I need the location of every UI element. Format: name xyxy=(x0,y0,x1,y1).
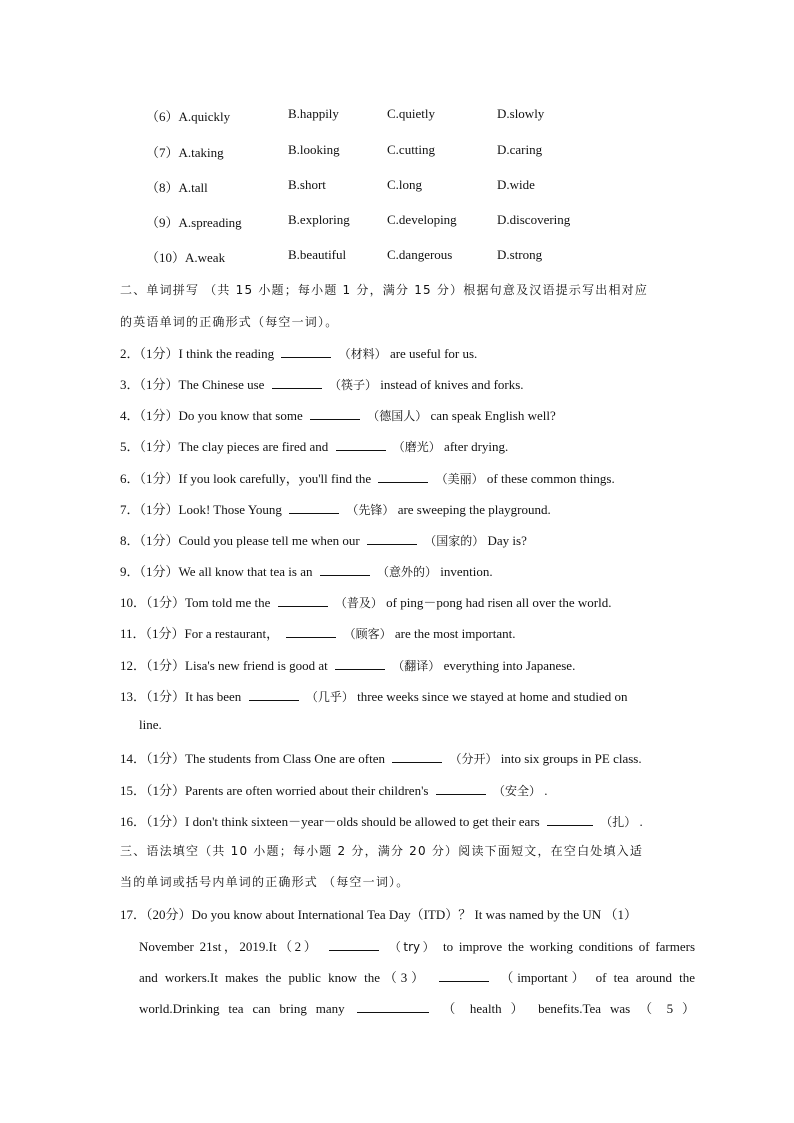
question-item xyxy=(120,436,508,455)
question-item xyxy=(120,405,556,424)
question-text: 7．（1分）Look! Those Young xyxy=(120,502,282,517)
option-a: （9）A.spreading xyxy=(146,215,242,230)
question-tail: . xyxy=(639,814,643,829)
question-text: 2．（1分）I think the reading xyxy=(120,346,275,361)
answer-blank[interactable] xyxy=(335,657,385,670)
option-d: D.strong xyxy=(497,247,543,262)
chinese-hint: （意外的） xyxy=(376,565,437,579)
question-tail: of these common things. xyxy=(486,471,615,486)
answer-blank[interactable] xyxy=(439,969,489,982)
passage-text: world.Drinking tea can bring many xyxy=(139,1001,345,1016)
question-continuation: line. xyxy=(139,717,162,732)
question-tail: can speak English well? xyxy=(430,408,556,423)
question-item xyxy=(120,499,551,518)
question-text: 4．（1分）Do you know that some xyxy=(120,408,303,423)
question-item xyxy=(120,655,575,674)
question-text: 3．（1分）The Chinese use xyxy=(120,377,265,392)
option-a: （7）A.taking xyxy=(146,145,224,160)
question-tail: Day is? xyxy=(487,533,527,548)
option-a: （8）A.tall xyxy=(146,180,208,195)
passage-line xyxy=(139,998,695,1017)
question-text: 16．（1分）I don't think sixteen－year－olds should be allowed to get their ears xyxy=(120,814,540,829)
question-item xyxy=(120,374,524,393)
question-text: 10．（1分）Tom told me the xyxy=(120,595,271,610)
passage-text: and workers.It makes the public know the（3） xyxy=(139,970,429,985)
question-tail: three weeks since we stayed at home and studied on xyxy=(357,689,628,704)
option-a: （6）A.quickly xyxy=(146,109,231,124)
answer-blank[interactable] xyxy=(289,501,339,514)
answer-blank[interactable] xyxy=(286,625,336,638)
word-hint: （ health ） xyxy=(442,1001,530,1016)
question-text: 6．（1分）If you look carefully，you'll find the xyxy=(120,471,372,486)
question-item xyxy=(120,811,643,830)
word-hint: （try） xyxy=(388,940,438,954)
option-b: B.beautiful xyxy=(288,247,347,262)
question-item xyxy=(120,343,477,362)
answer-blank[interactable] xyxy=(336,438,386,451)
option-c: C.long xyxy=(387,177,423,192)
question-text: 15．（1分）Parents are often worried about their children's xyxy=(120,783,429,798)
question-text: 14．（1分）The students from Class One are often xyxy=(120,751,386,766)
passage-line: 17．（20分）Do you know about International Tea Day（ITD）？ It was named by the UN （1） xyxy=(120,907,637,922)
chinese-hint: （德国人） xyxy=(367,409,428,423)
question-text: 12．（1分）Lisa's new friend is good at xyxy=(120,658,328,673)
chinese-hint: （磨光） xyxy=(392,440,441,454)
option-c: C.developing xyxy=(387,212,457,227)
question-text: 8．（1分）Could you please tell me when our xyxy=(120,533,360,548)
passage-line xyxy=(139,936,695,955)
section-heading: 三、语法填空（共 10 小题；每小题 2 分，满分 20 分）阅读下面短文，在空白处填入适 xyxy=(120,844,644,858)
question-item xyxy=(120,623,515,642)
passage-text: to improve the working conditions of farmers xyxy=(442,939,696,954)
answer-blank[interactable] xyxy=(281,345,331,358)
chinese-hint: （安全） xyxy=(492,784,541,798)
answer-blank[interactable] xyxy=(329,938,379,951)
option-c: C.cutting xyxy=(387,142,436,157)
question-text: 13．（1分）It has been xyxy=(120,689,242,704)
question-item xyxy=(120,686,627,705)
question-tail: invention. xyxy=(440,564,493,579)
chinese-hint: （材料） xyxy=(338,347,387,361)
answer-blank[interactable] xyxy=(357,1000,429,1013)
answer-blank[interactable] xyxy=(272,376,322,389)
question-text: 11．（1分）For a restaurant， xyxy=(120,626,280,641)
chinese-hint: （筷子） xyxy=(328,378,377,392)
answer-blank[interactable] xyxy=(320,563,370,576)
answer-blank[interactable] xyxy=(310,407,360,420)
option-b: B.exploring xyxy=(288,212,350,227)
question-item xyxy=(120,561,493,580)
option-c: C.quietly xyxy=(387,106,436,121)
word-hint: （important） xyxy=(500,970,589,985)
option-b: B.short xyxy=(288,177,326,192)
question-tail: after drying. xyxy=(444,439,509,454)
passage-text: of tea around the xyxy=(595,970,696,985)
option-d: D.slowly xyxy=(497,106,545,121)
chinese-hint: （分开） xyxy=(449,752,498,766)
question-item xyxy=(120,530,527,549)
question-text: 5．（1分）The clay pieces are fired and xyxy=(120,439,329,454)
option-a: （10）A.weak xyxy=(146,250,226,265)
option-b: B.happily xyxy=(288,106,339,121)
passage-text: November 21st，2019.It（2） xyxy=(139,939,320,954)
chinese-hint: （普及） xyxy=(334,596,383,610)
question-item xyxy=(120,468,615,487)
chinese-hint: （翻译） xyxy=(392,659,441,673)
question-text: 9．（1分）We all know that tea is an xyxy=(120,564,313,579)
section-heading-cont: 的英语单词的正确形式（每空一词）。 xyxy=(120,315,339,329)
question-tail: everything into Japanese. xyxy=(443,658,576,673)
section-heading-cont: 当的单词或括号内单词的正确形式 （每空一词）。 xyxy=(120,875,410,889)
option-d: D.caring xyxy=(497,142,543,157)
question-item xyxy=(120,748,642,767)
answer-blank[interactable] xyxy=(278,594,328,607)
question-tail: into six groups in PE class. xyxy=(500,751,642,766)
answer-blank[interactable] xyxy=(436,782,486,795)
question-tail: are sweeping the playground. xyxy=(397,502,551,517)
answer-blank[interactable] xyxy=(249,688,299,701)
chinese-hint: （顾客） xyxy=(343,627,392,641)
passage-line xyxy=(139,967,695,986)
question-item xyxy=(120,780,548,799)
answer-blank[interactable] xyxy=(547,813,593,826)
option-b: B.looking xyxy=(288,142,340,157)
section-heading: 二、单词拼写 （共 15 小题；每小题 1 分，满分 15 分）根据句意及汉语提示写出相对应 xyxy=(120,283,649,297)
answer-blank[interactable] xyxy=(392,750,442,763)
question-tail: are the most important. xyxy=(394,626,516,641)
option-d: D.discovering xyxy=(497,212,571,227)
answer-blank[interactable] xyxy=(367,532,417,545)
answer-blank[interactable] xyxy=(378,470,428,483)
chinese-hint: （先锋） xyxy=(346,503,395,517)
chinese-hint: （美丽） xyxy=(435,472,484,486)
question-tail: of ping－pong had risen all over the world. xyxy=(386,595,612,610)
question-tail: instead of knives and forks. xyxy=(380,377,524,392)
chinese-hint: （国家的） xyxy=(424,534,485,548)
question-tail: . xyxy=(544,783,548,798)
passage-text: benefits.Tea was （ 5 ） xyxy=(538,1001,695,1016)
option-c: C.dangerous xyxy=(387,247,453,262)
chinese-hint: （扎） xyxy=(600,815,637,829)
chinese-hint: （几乎） xyxy=(305,690,354,704)
question-item xyxy=(120,592,611,611)
question-tail: are useful for us. xyxy=(389,346,478,361)
option-d: D.wide xyxy=(497,177,535,192)
